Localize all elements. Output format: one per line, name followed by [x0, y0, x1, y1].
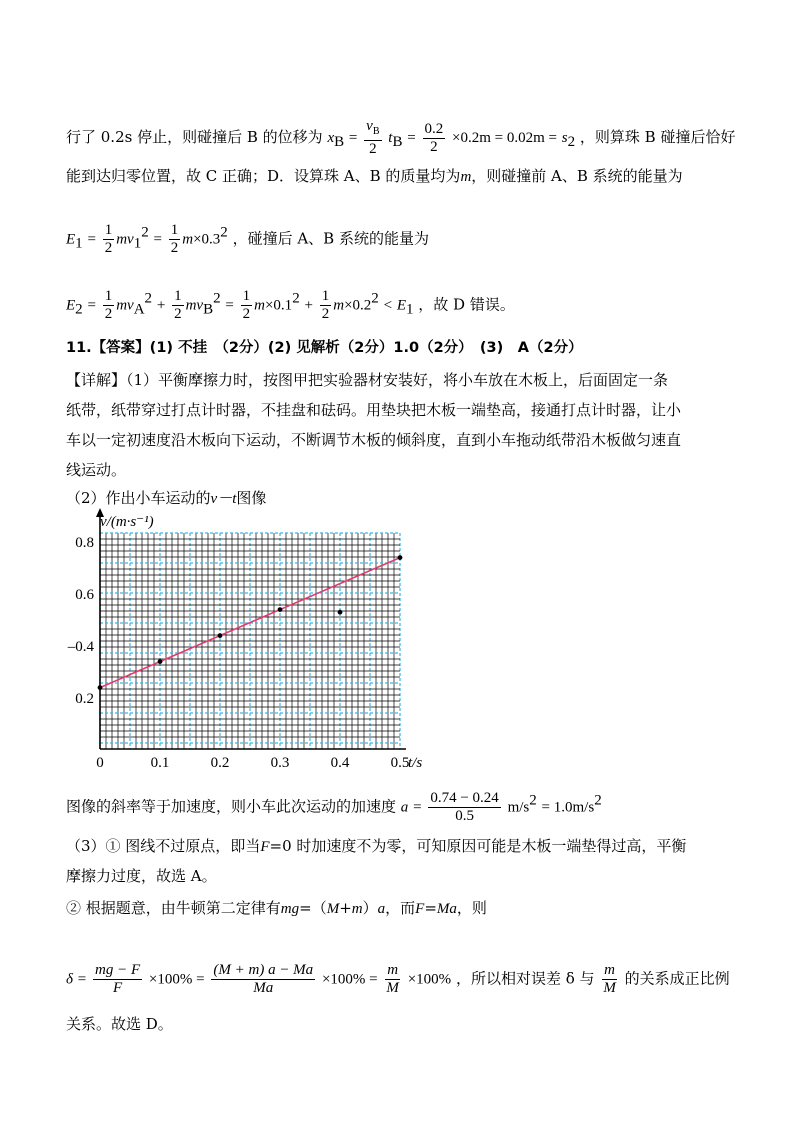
fraction-slope: [428, 790, 500, 825]
text: ×100% =: [148, 971, 205, 988]
den: 2: [369, 141, 377, 157]
answer-heading: [66, 338, 583, 358]
text: 的关系成正比例: [624, 969, 730, 988]
x-tick-label: 0.4: [330, 755, 350, 771]
text: 关系。故选 D。: [66, 1015, 173, 1033]
den: Ma: [253, 980, 274, 996]
var-M: M: [326, 901, 340, 917]
text: =: [424, 899, 437, 917]
data-point: [338, 610, 343, 615]
den: M: [386, 980, 399, 996]
detail-line-1: [66, 370, 668, 390]
text: 车以一定初速度沿木板向下运动，不断调节木板的倾斜度，直到小车拖动纸带沿木板做匀速直: [66, 431, 682, 449]
var-s: s: [561, 130, 568, 146]
num: 0.74 − 0.24: [430, 790, 499, 806]
sub: B: [372, 126, 380, 137]
x-tick-label: 0.1: [150, 755, 170, 771]
term: mv: [185, 297, 204, 314]
sup: 2: [292, 290, 300, 307]
den: 2: [430, 138, 438, 155]
slope-line: [66, 790, 602, 825]
less-than: <: [383, 297, 393, 314]
var-delta: δ: [66, 971, 73, 988]
num: m: [387, 962, 399, 978]
equals: =: [153, 231, 162, 248]
sup: 2: [144, 290, 153, 307]
text: =0 时加速度不为零，可知原因可能是木板一端垫得过高，平衡: [269, 837, 687, 855]
y-tick-label: 0.8: [75, 535, 94, 551]
fraction-2: [211, 962, 315, 997]
vt-label: v－t: [210, 491, 237, 507]
den: 2: [242, 306, 251, 322]
term: mv: [116, 231, 134, 248]
text: ，则碰撞前 A、B 系统的能量为: [471, 167, 683, 185]
fraction-half: [103, 222, 115, 257]
var-t: t: [388, 130, 393, 146]
text: 行了 0.2s 停止，则碰撞后 B 的位移为: [66, 128, 323, 146]
sup: 2: [594, 792, 602, 809]
sub: B: [334, 134, 345, 150]
detail-line-3: [66, 430, 681, 450]
y-tick-label: 0.2: [75, 691, 94, 707]
sub: 1: [133, 235, 142, 252]
x-axis-label: t/s: [408, 755, 423, 771]
term: mv: [116, 297, 134, 314]
fraction-3: [384, 962, 401, 997]
term: ×0.3: [193, 231, 221, 248]
sup: 2: [220, 224, 228, 241]
text: 图像的斜率等于加速度，则小车此次运动的加速度: [66, 797, 397, 816]
num: 1: [104, 288, 113, 304]
sub: B: [203, 301, 214, 318]
text: ，所以相对误差 δ 与: [455, 969, 595, 988]
den: 0.5: [455, 808, 474, 824]
y-tick-label: –0.4: [67, 639, 94, 655]
equals: =: [225, 297, 234, 314]
x-tick-label: 0.2: [210, 755, 230, 771]
fraction-half: [241, 288, 253, 323]
fraction-1: [93, 962, 142, 997]
sub: B: [392, 134, 403, 150]
var-x: x: [327, 130, 335, 146]
text: （2）作出小车运动的: [66, 489, 211, 507]
den: 2: [104, 306, 113, 322]
text: ）: [362, 899, 378, 917]
y-axis-label: v/(m·s⁻¹): [100, 514, 154, 530]
plus: +: [304, 297, 313, 314]
text: 摩擦力过度，故选 A。: [66, 867, 217, 885]
x-tick-label: 0: [96, 755, 104, 771]
plus: +: [156, 297, 166, 314]
equals: =: [87, 297, 96, 314]
solution-line-4: [66, 288, 515, 323]
fraction-half: [320, 288, 332, 323]
num: 1: [321, 288, 330, 304]
num: 1: [104, 222, 113, 238]
y-tick-label: 0.6: [75, 587, 94, 603]
num: 0.2: [424, 120, 444, 137]
text: ，碰撞后 A、B 系统的能量为: [232, 229, 429, 248]
text: ② 根据题意，由牛顿第二定律有: [66, 899, 281, 917]
var-E: E: [66, 297, 76, 314]
term: m: [333, 297, 345, 314]
den: 2: [170, 240, 179, 256]
var-E: E: [66, 231, 76, 248]
x-tick-label: 0.5: [390, 755, 410, 771]
data-point: [218, 633, 223, 638]
text: ×100%: [407, 971, 452, 988]
den: M: [603, 980, 616, 996]
grid: [100, 533, 400, 749]
text: ，故 D 错误。: [418, 295, 515, 314]
term: m: [182, 231, 194, 248]
text: 11.【答案】(1) 不挂 （2分）(2) 见解析（2分）1.0（2分） (3) A（2分）: [66, 340, 583, 356]
den: F: [112, 980, 123, 996]
sup: 2: [371, 290, 379, 307]
unit: m/s: [507, 799, 530, 816]
sub: A: [133, 301, 145, 318]
vt-chart: [0, 505, 800, 775]
text: ×0.2m = 0.02m =: [452, 130, 557, 146]
var-m: m: [460, 169, 472, 185]
den: 2: [104, 240, 113, 256]
sup: 2: [213, 290, 221, 307]
term: ×0.1: [264, 297, 293, 314]
text: ，则算珠 B 碰撞后恰好: [579, 128, 736, 146]
var-F: F: [260, 839, 270, 855]
equals: =: [348, 130, 358, 146]
text: 【详解】（1）平衡摩擦力时，按图甲把实验器材安装好，将小车放在木板上，后面固定一条: [66, 371, 669, 389]
num: m: [604, 962, 615, 978]
fraction-vb-2: [364, 118, 381, 158]
fraction-half: [172, 288, 184, 323]
data-point: [278, 607, 283, 612]
equals: =: [77, 971, 87, 988]
sub: 2: [75, 301, 83, 318]
part3-line-2: [66, 866, 217, 886]
data-point: [98, 685, 103, 690]
num: 1: [174, 288, 182, 304]
fraction-half: [169, 222, 181, 257]
num: (M + m) a − Ma: [213, 962, 314, 978]
text: ×100% =: [321, 971, 378, 988]
var-Ma: Ma: [436, 901, 457, 917]
last-line: [66, 1014, 173, 1034]
fraction-4: [601, 962, 618, 997]
var-a: a: [400, 799, 409, 816]
text: 线运动。: [66, 461, 127, 479]
var-mg: mg: [280, 901, 300, 917]
num: 1: [170, 222, 179, 238]
solution-line-1: [66, 118, 735, 158]
term: m: [254, 297, 265, 314]
num: 1: [242, 288, 251, 304]
equals: =: [413, 799, 422, 816]
detail-line-2: [66, 400, 681, 420]
data-point: [158, 659, 163, 664]
var-E: E: [396, 297, 406, 314]
sup: 2: [141, 224, 149, 241]
text: ，则: [456, 899, 487, 917]
fraction-0.2-2: [423, 121, 446, 156]
text: 能到达归零位置，故 C 正确；D．设算珠 A、B 的质量均为: [66, 167, 461, 185]
part3-line-3: [66, 898, 487, 919]
solution-line-3: [66, 222, 429, 257]
sup: 2: [529, 792, 537, 809]
result: = 1.0m/s: [541, 799, 595, 816]
solution-line-2: [66, 166, 683, 187]
text: 纸带，纸带穿过打点计时器，不挂盘和砝码。用垫块把木板一端垫高，接通打点计时器，让小: [66, 401, 682, 419]
var-a: a: [377, 901, 386, 917]
var-m: m: [351, 901, 363, 917]
den: 2: [321, 306, 330, 322]
var-F: F: [415, 901, 425, 917]
equals: =: [407, 130, 416, 146]
delta-line: [66, 962, 730, 997]
sub: 1: [405, 301, 414, 318]
equals: =: [87, 231, 96, 248]
text: 图像: [236, 489, 267, 507]
sub: 1: [75, 235, 83, 252]
text: （3）① 图线不过原点，即当: [66, 837, 261, 855]
fraction-half: [103, 288, 115, 323]
text: +: [339, 899, 352, 917]
text: ，而: [385, 899, 416, 917]
text: =（: [299, 899, 327, 917]
den: 2: [174, 306, 182, 322]
detail-line-4: [66, 460, 126, 480]
x-tick-label: 0.3: [270, 755, 290, 771]
term: ×0.2: [344, 297, 372, 314]
num: mg − F: [95, 962, 141, 978]
data-point: [398, 555, 403, 560]
part3-line-1: [66, 836, 686, 857]
sub: 2: [567, 134, 576, 150]
num: v: [366, 118, 373, 134]
